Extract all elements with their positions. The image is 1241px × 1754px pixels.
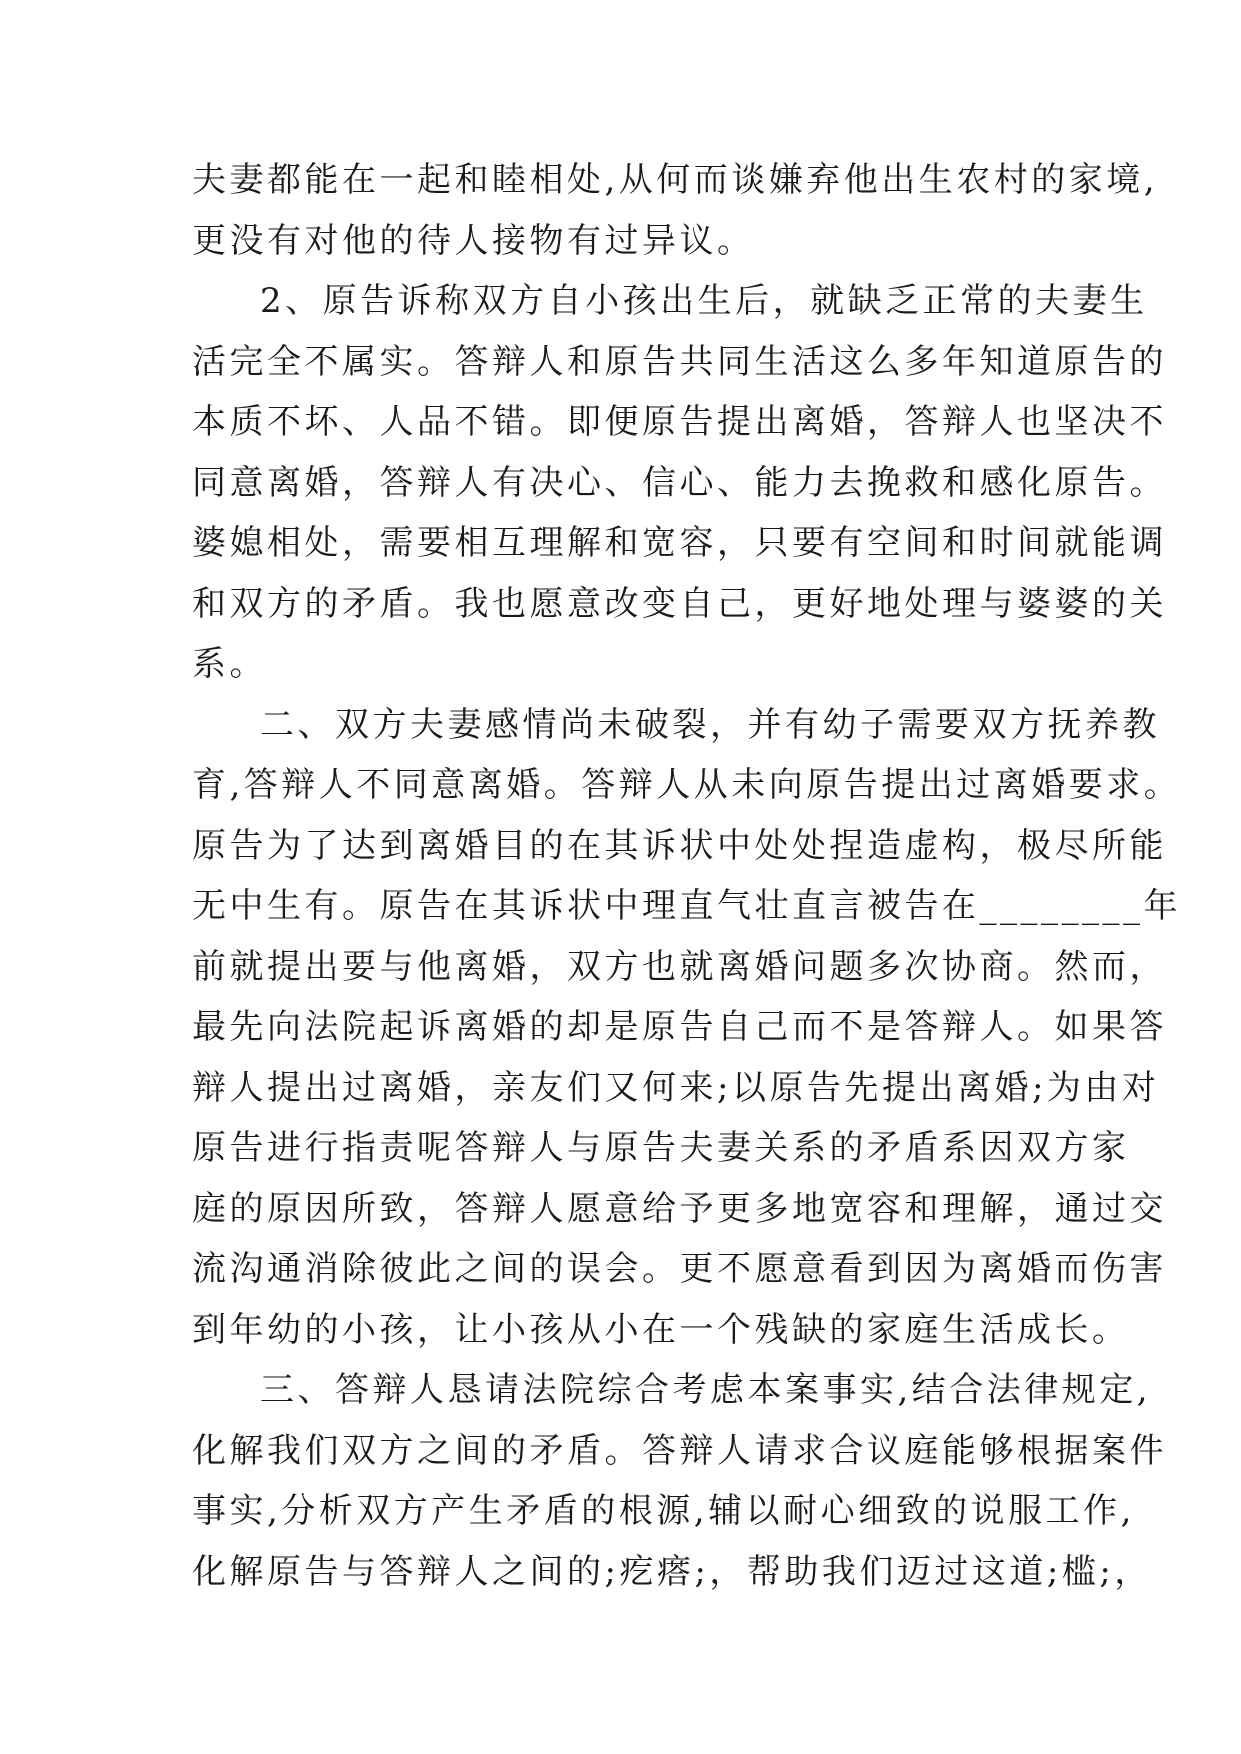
text-line: 到年幼的小孩，让小孩从小在一个残缺的家庭生活成长。 [192, 1309, 1130, 1350]
document-body [192, 150, 1182, 1602]
text-line: 更没有对他的待人接物有过异议。 [192, 220, 755, 261]
text-line: 和双方的矛盾。我也愿意改变自己，更好地处理与婆婆的关 [192, 583, 1167, 624]
text-line: 同意离婚，答辩人有决心、信心、能力去挽救和感化原告。 [192, 462, 1167, 503]
paragraph-start-line: 2、原告诉称双方自小孩出生后，就缺乏正常的夫妻生 [260, 281, 1148, 321]
paragraph-start-line: 三、答辩人恳请法院综合考虑本案事实,结合法律规定, [260, 1370, 1152, 1410]
text-line: 活完全不属实。答辩人和原告共同生活这么多年知道原告的 [192, 341, 1167, 382]
paragraph-start-line: 二、双方夫妻感情尚未破裂，并有幼子需要双方抚养教 [260, 704, 1160, 745]
text-line: 原告进行指责呢答辩人与原告夫妻关系的矛盾系因双方家 [192, 1128, 1130, 1168]
text-line: 最先向法院起诉离婚的却是原告自己而不是答辩人。如果答 [192, 1007, 1167, 1047]
text-line: 庭的原因所致，答辩人愿意给予更多地宽容和理解，通过交 [192, 1188, 1167, 1229]
text-line: 婆媳相处，需要相互理解和宽容，只要有空间和时间就能调 [192, 523, 1167, 563]
text-line: 育,答辩人不同意离婚。答辩人从未向原告提出过离婚要求。 [192, 765, 1182, 805]
text-line: 化解原告与答辩人之间的;疙瘩;，帮助我们迈过这道;槛;， [192, 1551, 1152, 1592]
text-line: 前就提出要与他离婚，双方也就离婚问题多次协商。然而， [192, 946, 1167, 987]
text-line: 流沟通消除彼此之间的误会。更不愿意看到因为离婚而伤害 [192, 1249, 1167, 1289]
text-line: 夫妻都能在一起和睦相处,从何而谈嫌弃他出生农村的家境, [192, 160, 1159, 200]
text-line: 化解我们双方之间的矛盾。答辩人请求合议庭能够根据案件 [192, 1430, 1167, 1471]
text-line: 本质不坏、人品不错。即便原告提出离婚，答辩人也坚决不 [192, 402, 1167, 442]
text-line: 事实,分析双方产生矛盾的根源,辅以耐心细致的说服工作, [192, 1491, 1135, 1531]
text-line: 原告为了达到离婚目的在其诉状中处处捏造虚构，极尽所能 [192, 825, 1167, 866]
text-line: 系。 [192, 644, 267, 684]
text-line: 辩人提出过离婚，亲友们又何来;以原告先提出离婚;为由对 [192, 1067, 1160, 1108]
text-line: 无中生有。原告在其诉状中理直气壮直言被告在________年 [192, 886, 1181, 926]
